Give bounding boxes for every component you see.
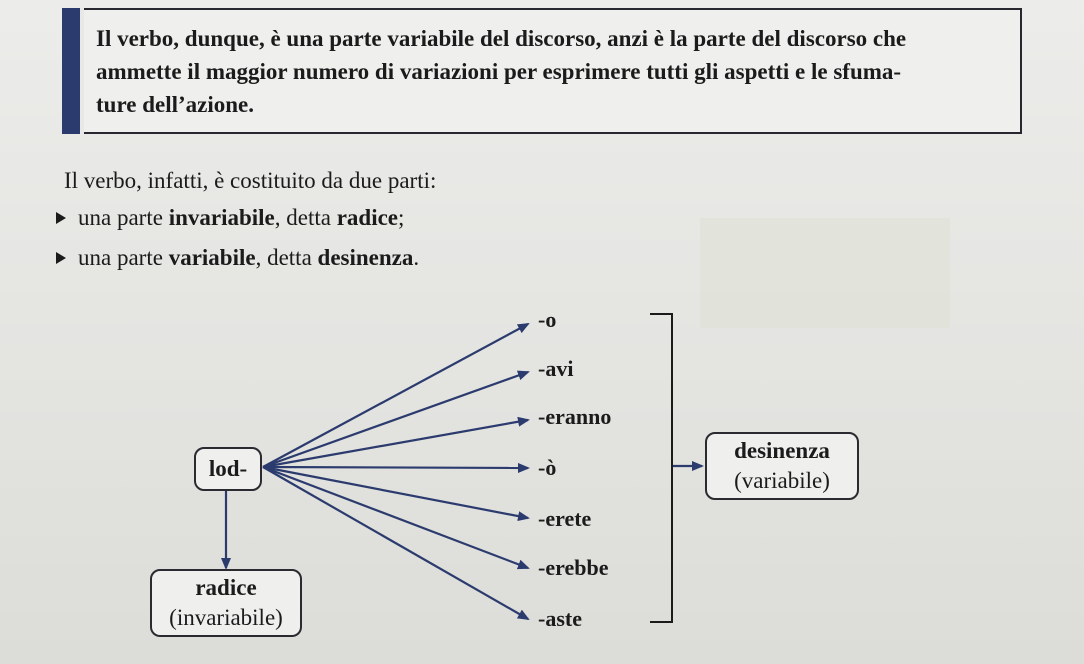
- intro-sentence: Il verbo, infatti, è costituito da due parti:: [64, 168, 437, 193]
- stem-label: lod-: [208, 456, 248, 481]
- arrow-to-o: [263, 324, 528, 467]
- bullet-text: una parte variabile, detta desinenza.: [78, 245, 420, 270]
- root-sublabel: (invariabile): [169, 605, 283, 630]
- arrow-to-erebbe: [263, 467, 528, 568]
- arrow-to-aste: [263, 467, 528, 619]
- definition-line-2: ammette il maggior numero di variazioni per esprimere tutti gli aspetti e le sfuma-: [96, 59, 902, 84]
- ending-erete: -erete: [538, 506, 592, 531]
- root-box: [150, 569, 302, 637]
- definition-line-3: ture dell’azione.: [96, 92, 254, 117]
- ending-sublabel: (variabile): [734, 468, 830, 493]
- ending-erebbe: -erebbe: [538, 555, 609, 580]
- endings-bracket: [650, 314, 672, 622]
- bullet-text: una parte invariabile, detta radice;: [78, 205, 405, 230]
- arrow-to-avi: [263, 372, 528, 467]
- ending-avi: -avi: [538, 356, 574, 381]
- arrow-to-o-accent: [263, 467, 528, 468]
- definition-line-1: Il verbo, dunque, è una parte variabile del discorso, anzi è la parte del discorso che: [96, 26, 907, 51]
- ending-eranno: -eranno: [538, 404, 612, 429]
- ending-aste: -aste: [538, 606, 582, 631]
- ending-o-accent: -ò: [538, 455, 557, 480]
- ending-box: [705, 432, 859, 500]
- arrow-to-eranno: [263, 420, 528, 467]
- ending-o: -o: [538, 307, 557, 332]
- root-label: radice: [195, 575, 257, 600]
- ending-label: desinenza: [734, 438, 830, 463]
- arrow-to-erete: [263, 467, 528, 518]
- stem-box: [194, 447, 262, 491]
